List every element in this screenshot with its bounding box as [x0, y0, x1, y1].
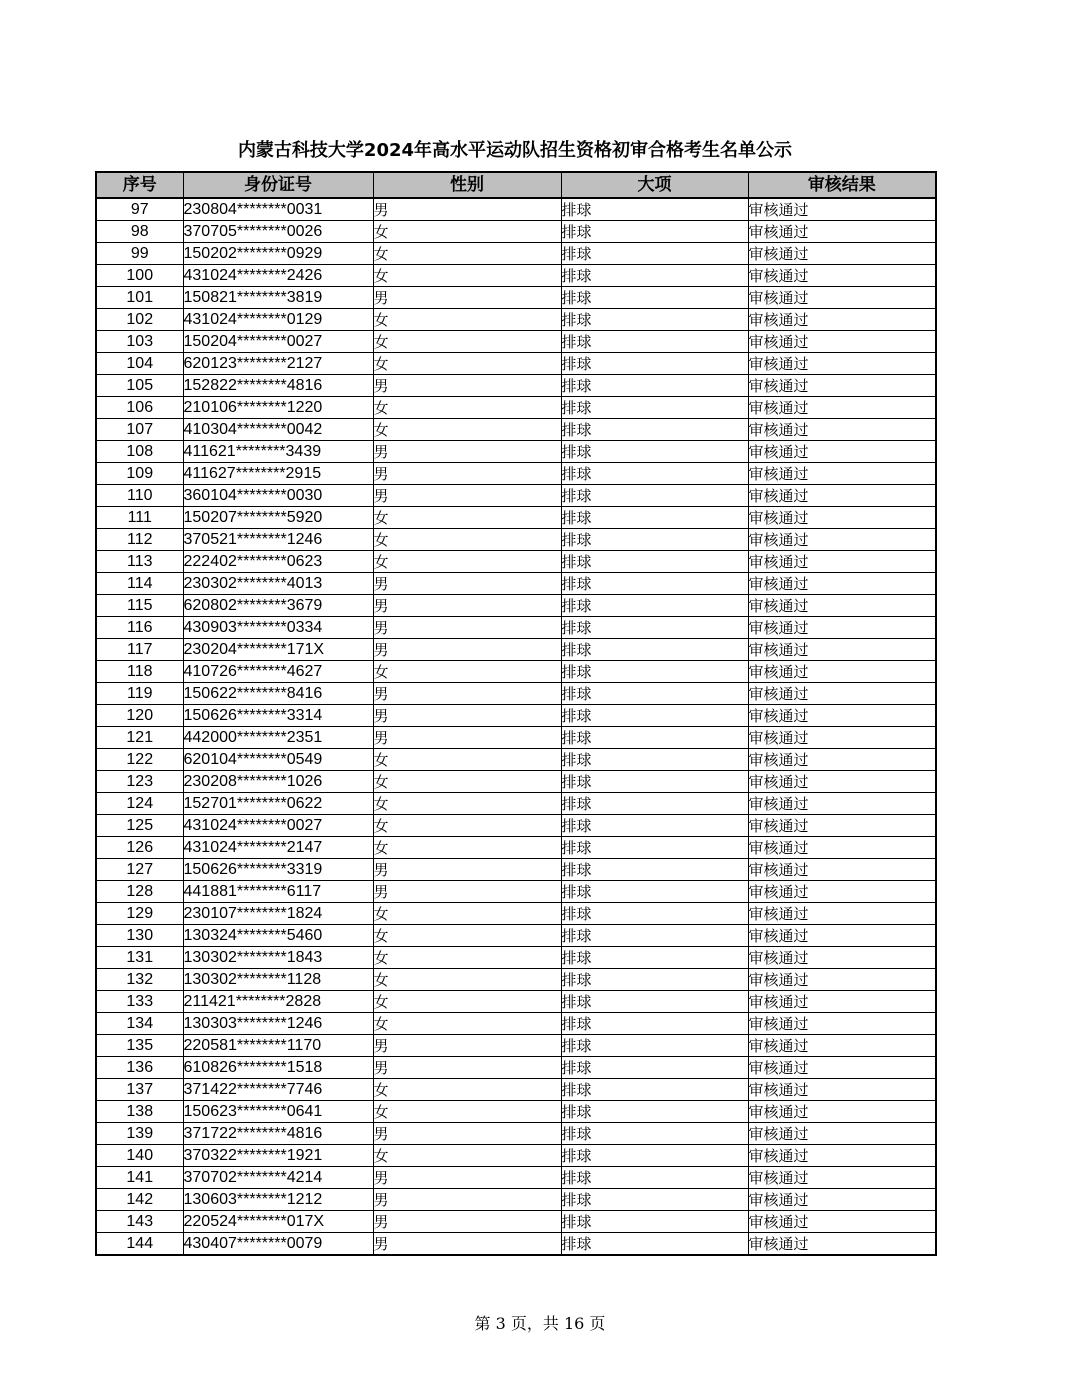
- table-row: [96, 287, 936, 309]
- cell-sport: 排球: [561, 221, 748, 243]
- cell-id-number: 230107********1824: [183, 903, 373, 925]
- table-row: [96, 947, 936, 969]
- cell-id-number: 230204********171X: [183, 639, 373, 661]
- cell-gender: 男: [373, 705, 561, 727]
- cell-result: 审核通过: [748, 198, 936, 221]
- cell-seq: 101: [96, 287, 183, 309]
- cell-result: 审核通过: [748, 485, 936, 507]
- table-row: [96, 815, 936, 837]
- cell-gender: 男: [373, 573, 561, 595]
- cell-result: 审核通过: [748, 815, 936, 837]
- cell-gender: 女: [373, 331, 561, 353]
- cell-sport: 排球: [561, 705, 748, 727]
- cell-sport: 排球: [561, 551, 748, 573]
- cell-id-number: 360104********0030: [183, 485, 373, 507]
- cell-id-number: 150623********0641: [183, 1101, 373, 1123]
- cell-sport: 排球: [561, 529, 748, 551]
- cell-result: 审核通过: [748, 265, 936, 287]
- cell-gender: 男: [373, 1167, 561, 1189]
- cell-seq: 128: [96, 881, 183, 903]
- table-row: [96, 221, 936, 243]
- cell-result: 审核通过: [748, 639, 936, 661]
- cell-id-number: 442000********2351: [183, 727, 373, 749]
- cell-id-number: 431024********0027: [183, 815, 373, 837]
- table-row: [96, 683, 936, 705]
- cell-sport: 排球: [561, 1145, 748, 1167]
- table-row: [96, 1145, 936, 1167]
- cell-seq: 99: [96, 243, 183, 265]
- cell-result: 审核通过: [748, 683, 936, 705]
- cell-sport: 排球: [561, 969, 748, 991]
- table-row: [96, 705, 936, 727]
- cell-gender: 女: [373, 903, 561, 925]
- cell-gender: 男: [373, 683, 561, 705]
- cell-gender: 女: [373, 507, 561, 529]
- cell-gender: 男: [373, 1233, 561, 1256]
- table-row: [96, 991, 936, 1013]
- cell-sport: 排球: [561, 309, 748, 331]
- page-footer: 第 3 页，共 16 页: [474, 1314, 606, 1333]
- cell-sport: 排球: [561, 793, 748, 815]
- cell-seq: 106: [96, 397, 183, 419]
- cell-sport: 排球: [561, 1167, 748, 1189]
- cell-gender: 女: [373, 815, 561, 837]
- column-header-sport: 大项: [561, 172, 748, 198]
- cell-result: 审核通过: [748, 749, 936, 771]
- cell-seq: 102: [96, 309, 183, 331]
- cell-result: 审核通过: [748, 1057, 936, 1079]
- cell-sport: 排球: [561, 1211, 748, 1233]
- cell-id-number: 130302********1843: [183, 947, 373, 969]
- cell-sport: 排球: [561, 331, 748, 353]
- cell-id-number: 150202********0929: [183, 243, 373, 265]
- cell-result: 审核通过: [748, 1079, 936, 1101]
- cell-result: 审核通过: [748, 1189, 936, 1211]
- cell-seq: 118: [96, 661, 183, 683]
- table-row: [96, 463, 936, 485]
- cell-id-number: 230208********1026: [183, 771, 373, 793]
- table-row: [96, 1013, 936, 1035]
- table-row: [96, 1123, 936, 1145]
- cell-result: 审核通过: [748, 287, 936, 309]
- cell-sport: 排球: [561, 1101, 748, 1123]
- candidate-table: [95, 171, 937, 1256]
- cell-sport: 排球: [561, 198, 748, 221]
- cell-id-number: 150204********0027: [183, 331, 373, 353]
- cell-result: 审核通过: [748, 309, 936, 331]
- cell-result: 审核通过: [748, 419, 936, 441]
- cell-seq: 117: [96, 639, 183, 661]
- table-header-row: [96, 172, 936, 198]
- cell-result: 审核通过: [748, 1145, 936, 1167]
- cell-sport: 排球: [561, 1233, 748, 1256]
- cell-sport: 排球: [561, 1013, 748, 1035]
- cell-gender: 男: [373, 1035, 561, 1057]
- table-row: [96, 639, 936, 661]
- cell-seq: 140: [96, 1145, 183, 1167]
- cell-sport: 排球: [561, 727, 748, 749]
- cell-gender: 男: [373, 198, 561, 221]
- cell-result: 审核通过: [748, 1123, 936, 1145]
- cell-sport: 排球: [561, 287, 748, 309]
- cell-gender: 男: [373, 859, 561, 881]
- cell-seq: 144: [96, 1233, 183, 1256]
- table-row: [96, 551, 936, 573]
- cell-seq: 127: [96, 859, 183, 881]
- cell-seq: 130: [96, 925, 183, 947]
- cell-id-number: 150626********3314: [183, 705, 373, 727]
- table-row: [96, 331, 936, 353]
- cell-result: 审核通过: [748, 1211, 936, 1233]
- cell-id-number: 430407********0079: [183, 1233, 373, 1256]
- cell-seq: 125: [96, 815, 183, 837]
- cell-id-number: 150626********3319: [183, 859, 373, 881]
- table-row: [96, 1189, 936, 1211]
- cell-id-number: 371422********7746: [183, 1079, 373, 1101]
- table-row: [96, 859, 936, 881]
- cell-sport: 排球: [561, 815, 748, 837]
- cell-gender: 男: [373, 881, 561, 903]
- cell-result: 审核通过: [748, 243, 936, 265]
- cell-gender: 女: [373, 947, 561, 969]
- table-body: [96, 198, 936, 1255]
- cell-gender: 女: [373, 837, 561, 859]
- table-row: [96, 1211, 936, 1233]
- table-row: [96, 1079, 936, 1101]
- cell-result: 审核通过: [748, 397, 936, 419]
- cell-result: 审核通过: [748, 463, 936, 485]
- cell-id-number: 211421********2828: [183, 991, 373, 1013]
- cell-sport: 排球: [561, 595, 748, 617]
- cell-seq: 139: [96, 1123, 183, 1145]
- cell-gender: 男: [373, 617, 561, 639]
- table-row: [96, 243, 936, 265]
- cell-id-number: 371722********4816: [183, 1123, 373, 1145]
- cell-sport: 排球: [561, 265, 748, 287]
- cell-id-number: 130303********1246: [183, 1013, 373, 1035]
- cell-seq: 108: [96, 441, 183, 463]
- cell-gender: 男: [373, 1123, 561, 1145]
- cell-result: 审核通过: [748, 617, 936, 639]
- cell-id-number: 410726********4627: [183, 661, 373, 683]
- cell-id-number: 620802********3679: [183, 595, 373, 617]
- table-row: [96, 529, 936, 551]
- cell-result: 审核通过: [748, 375, 936, 397]
- table-row: [96, 727, 936, 749]
- cell-result: 审核通过: [748, 595, 936, 617]
- cell-id-number: 431024********0129: [183, 309, 373, 331]
- table-row: [96, 573, 936, 595]
- table-row: [96, 397, 936, 419]
- cell-sport: 排球: [561, 683, 748, 705]
- column-header-id: 身份证号: [183, 172, 373, 198]
- cell-gender: 女: [373, 969, 561, 991]
- cell-gender: 女: [373, 771, 561, 793]
- cell-sport: 排球: [561, 1057, 748, 1079]
- cell-result: 审核通过: [748, 661, 936, 683]
- cell-id-number: 130603********1212: [183, 1189, 373, 1211]
- cell-sport: 排球: [561, 1035, 748, 1057]
- cell-id-number: 220581********1170: [183, 1035, 373, 1057]
- cell-id-number: 620104********0549: [183, 749, 373, 771]
- cell-gender: 女: [373, 991, 561, 1013]
- cell-seq: 135: [96, 1035, 183, 1057]
- cell-sport: 排球: [561, 991, 748, 1013]
- cell-result: 审核通过: [748, 1013, 936, 1035]
- cell-seq: 109: [96, 463, 183, 485]
- cell-seq: 111: [96, 507, 183, 529]
- table-row: [96, 375, 936, 397]
- cell-seq: 103: [96, 331, 183, 353]
- cell-gender: 男: [373, 485, 561, 507]
- cell-seq: 110: [96, 485, 183, 507]
- table-row: [96, 793, 936, 815]
- column-header-seq: 序号: [96, 172, 183, 198]
- cell-gender: 男: [373, 639, 561, 661]
- table-row: [96, 1101, 936, 1123]
- cell-sport: 排球: [561, 243, 748, 265]
- cell-result: 审核通过: [748, 441, 936, 463]
- document-title: 内蒙古科技大学2024年高水平运动队招生资格初审合格考生名单公示: [237, 140, 793, 161]
- table-row: [96, 749, 936, 771]
- cell-gender: 女: [373, 1101, 561, 1123]
- cell-gender: 男: [373, 1057, 561, 1079]
- cell-seq: 98: [96, 221, 183, 243]
- cell-sport: 排球: [561, 947, 748, 969]
- cell-result: 审核通过: [748, 1233, 936, 1256]
- cell-seq: 123: [96, 771, 183, 793]
- cell-sport: 排球: [561, 397, 748, 419]
- table-row: [96, 771, 936, 793]
- cell-id-number: 370521********1246: [183, 529, 373, 551]
- cell-id-number: 152701********0622: [183, 793, 373, 815]
- cell-gender: 女: [373, 353, 561, 375]
- cell-gender: 男: [373, 727, 561, 749]
- table-row: [96, 1167, 936, 1189]
- cell-seq: 132: [96, 969, 183, 991]
- cell-sport: 排球: [561, 1189, 748, 1211]
- cell-result: 审核通过: [748, 947, 936, 969]
- cell-gender: 女: [373, 1145, 561, 1167]
- cell-sport: 排球: [561, 903, 748, 925]
- cell-result: 审核通过: [748, 793, 936, 815]
- cell-seq: 138: [96, 1101, 183, 1123]
- table-row: [96, 969, 936, 991]
- cell-id-number: 230302********4013: [183, 573, 373, 595]
- cell-sport: 排球: [561, 661, 748, 683]
- cell-id-number: 220524********017X: [183, 1211, 373, 1233]
- cell-id-number: 610826********1518: [183, 1057, 373, 1079]
- cell-id-number: 150821********3819: [183, 287, 373, 309]
- cell-result: 审核通过: [748, 969, 936, 991]
- table-row: [96, 198, 936, 221]
- cell-seq: 121: [96, 727, 183, 749]
- table-row: [96, 419, 936, 441]
- cell-seq: 116: [96, 617, 183, 639]
- cell-gender: 女: [373, 243, 561, 265]
- cell-id-number: 230804********0031: [183, 198, 373, 221]
- cell-gender: 女: [373, 419, 561, 441]
- cell-id-number: 430903********0334: [183, 617, 373, 639]
- cell-seq: 115: [96, 595, 183, 617]
- table-row: [96, 617, 936, 639]
- cell-sport: 排球: [561, 859, 748, 881]
- table-row: [96, 595, 936, 617]
- cell-result: 审核通过: [748, 771, 936, 793]
- cell-gender: 男: [373, 375, 561, 397]
- cell-sport: 排球: [561, 837, 748, 859]
- cell-seq: 119: [96, 683, 183, 705]
- cell-sport: 排球: [561, 925, 748, 947]
- cell-gender: 女: [373, 793, 561, 815]
- cell-result: 审核通过: [748, 221, 936, 243]
- cell-result: 审核通过: [748, 529, 936, 551]
- cell-sport: 排球: [561, 1079, 748, 1101]
- table-row: [96, 881, 936, 903]
- table-row: [96, 903, 936, 925]
- cell-seq: 124: [96, 793, 183, 815]
- table-row: [96, 441, 936, 463]
- cell-sport: 排球: [561, 771, 748, 793]
- cell-id-number: 130324********5460: [183, 925, 373, 947]
- column-header-gender: 性别: [373, 172, 561, 198]
- cell-id-number: 370322********1921: [183, 1145, 373, 1167]
- table-row: [96, 353, 936, 375]
- cell-result: 审核通过: [748, 353, 936, 375]
- table-row: [96, 1233, 936, 1256]
- cell-result: 审核通过: [748, 903, 936, 925]
- cell-id-number: 150207********5920: [183, 507, 373, 529]
- cell-sport: 排球: [561, 573, 748, 595]
- cell-gender: 女: [373, 925, 561, 947]
- cell-id-number: 431024********2426: [183, 265, 373, 287]
- cell-seq: 120: [96, 705, 183, 727]
- cell-gender: 女: [373, 397, 561, 419]
- cell-gender: 女: [373, 309, 561, 331]
- cell-result: 审核通过: [748, 925, 936, 947]
- cell-sport: 排球: [561, 485, 748, 507]
- cell-id-number: 130302********1128: [183, 969, 373, 991]
- cell-id-number: 370702********4214: [183, 1167, 373, 1189]
- cell-seq: 126: [96, 837, 183, 859]
- cell-sport: 排球: [561, 463, 748, 485]
- cell-seq: 129: [96, 903, 183, 925]
- cell-gender: 女: [373, 221, 561, 243]
- cell-seq: 113: [96, 551, 183, 573]
- cell-seq: 143: [96, 1211, 183, 1233]
- cell-sport: 排球: [561, 375, 748, 397]
- cell-id-number: 620123********2127: [183, 353, 373, 375]
- cell-seq: 134: [96, 1013, 183, 1035]
- cell-result: 审核通过: [748, 859, 936, 881]
- table-row: [96, 837, 936, 859]
- cell-result: 审核通过: [748, 1101, 936, 1123]
- cell-result: 审核通过: [748, 507, 936, 529]
- cell-id-number: 431024********2147: [183, 837, 373, 859]
- cell-result: 审核通过: [748, 551, 936, 573]
- cell-result: 审核通过: [748, 331, 936, 353]
- cell-seq: 114: [96, 573, 183, 595]
- cell-result: 审核通过: [748, 881, 936, 903]
- cell-result: 审核通过: [748, 1035, 936, 1057]
- table-row: [96, 485, 936, 507]
- cell-sport: 排球: [561, 353, 748, 375]
- cell-gender: 女: [373, 529, 561, 551]
- cell-gender: 男: [373, 1211, 561, 1233]
- cell-gender: 男: [373, 1189, 561, 1211]
- cell-gender: 女: [373, 1079, 561, 1101]
- table-row: [96, 309, 936, 331]
- table-row: [96, 265, 936, 287]
- cell-sport: 排球: [561, 419, 748, 441]
- cell-gender: 女: [373, 265, 561, 287]
- cell-id-number: 150622********8416: [183, 683, 373, 705]
- cell-result: 审核通过: [748, 573, 936, 595]
- table-row: [96, 661, 936, 683]
- table-row: [96, 1057, 936, 1079]
- cell-seq: 107: [96, 419, 183, 441]
- cell-id-number: 410304********0042: [183, 419, 373, 441]
- cell-sport: 排球: [561, 749, 748, 771]
- cell-gender: 女: [373, 551, 561, 573]
- cell-id-number: 411621********3439: [183, 441, 373, 463]
- cell-result: 审核通过: [748, 727, 936, 749]
- cell-seq: 133: [96, 991, 183, 1013]
- cell-sport: 排球: [561, 639, 748, 661]
- cell-sport: 排球: [561, 441, 748, 463]
- cell-sport: 排球: [561, 617, 748, 639]
- cell-gender: 男: [373, 463, 561, 485]
- cell-gender: 男: [373, 595, 561, 617]
- cell-seq: 105: [96, 375, 183, 397]
- table-row: [96, 507, 936, 529]
- cell-seq: 141: [96, 1167, 183, 1189]
- cell-gender: 男: [373, 287, 561, 309]
- cell-id-number: 441881********6117: [183, 881, 373, 903]
- cell-seq: 136: [96, 1057, 183, 1079]
- cell-seq: 112: [96, 529, 183, 551]
- cell-sport: 排球: [561, 1123, 748, 1145]
- table-row: [96, 1035, 936, 1057]
- cell-result: 审核通过: [748, 705, 936, 727]
- column-header-result: 审核结果: [748, 172, 936, 198]
- cell-id-number: 370705********0026: [183, 221, 373, 243]
- cell-seq: 131: [96, 947, 183, 969]
- cell-id-number: 411627********2915: [183, 463, 373, 485]
- cell-id-number: 210106********1220: [183, 397, 373, 419]
- cell-seq: 137: [96, 1079, 183, 1101]
- table-row: [96, 925, 936, 947]
- cell-id-number: 222402********0623: [183, 551, 373, 573]
- cell-result: 审核通过: [748, 837, 936, 859]
- cell-gender: 女: [373, 661, 561, 683]
- cell-seq: 97: [96, 198, 183, 221]
- cell-sport: 排球: [561, 881, 748, 903]
- cell-sport: 排球: [561, 507, 748, 529]
- cell-result: 审核通过: [748, 1167, 936, 1189]
- cell-id-number: 152822********4816: [183, 375, 373, 397]
- cell-seq: 104: [96, 353, 183, 375]
- cell-gender: 男: [373, 441, 561, 463]
- cell-seq: 142: [96, 1189, 183, 1211]
- cell-seq: 100: [96, 265, 183, 287]
- cell-seq: 122: [96, 749, 183, 771]
- cell-gender: 女: [373, 1013, 561, 1035]
- cell-result: 审核通过: [748, 991, 936, 1013]
- cell-gender: 女: [373, 749, 561, 771]
